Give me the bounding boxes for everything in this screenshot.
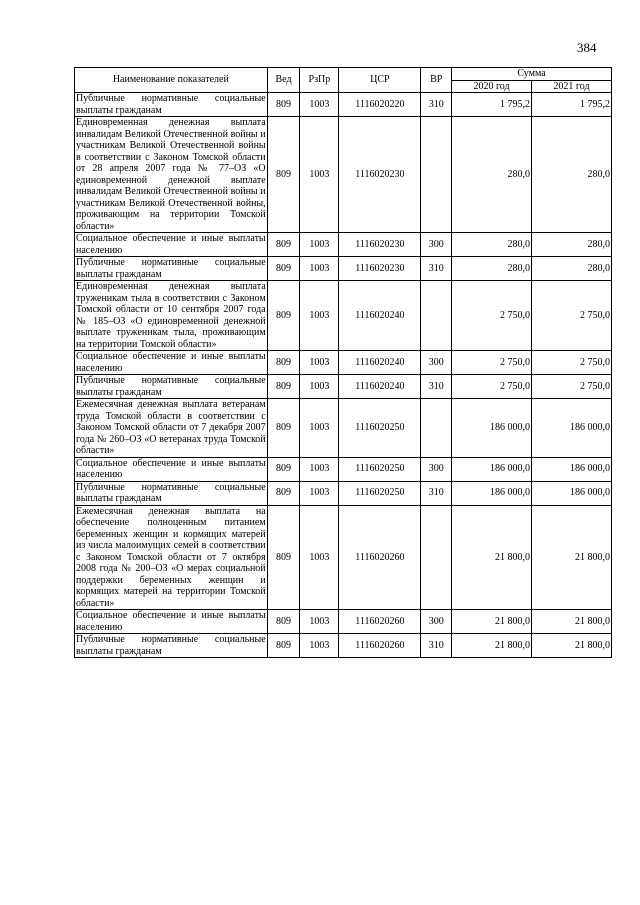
cell-sum-2021: 2 750,0	[532, 351, 612, 375]
cell-sum-2021: 280,0	[532, 117, 612, 233]
cell-sum-2020: 186 000,0	[452, 481, 532, 505]
cell-vr: 300	[421, 351, 452, 375]
cell-sum-2020: 2 750,0	[452, 281, 532, 351]
cell-sum-2021: 21 800,0	[532, 634, 612, 658]
cell-rzpr: 1003	[300, 351, 339, 375]
cell-vr: 310	[421, 375, 452, 399]
header-name: Наименование показателей	[75, 68, 268, 93]
cell-sum-2021: 2 750,0	[532, 375, 612, 399]
cell-sum-2021: 280,0	[532, 233, 612, 257]
cell-sum-2021: 186 000,0	[532, 481, 612, 505]
header-rzpr: РзПр	[300, 68, 339, 93]
table-body	[75, 93, 612, 658]
cell-ved: 809	[267, 505, 300, 610]
cell-rzpr: 1003	[300, 93, 339, 117]
cell-sum-2020: 280,0	[452, 233, 532, 257]
cell-ved: 809	[267, 610, 300, 634]
table-row	[75, 610, 612, 634]
cell-sum-2021: 21 800,0	[532, 505, 612, 610]
table-row	[75, 281, 612, 351]
table-header	[75, 68, 612, 93]
cell-name: Ежемесячная денежная выплата на обеспечение полноценным питанием беременных женщин и кормящих матерей из числа малоимущих семей в соответствии с Законом Томской области от 7 октября 2008 года № 200–ОЗ «О мерах социальной поддержки беременных женщин и кормящих матерей на территории Томской области»	[76, 505, 266, 609]
cell-vr: 300	[421, 457, 452, 481]
cell-sum-2020: 21 800,0	[452, 610, 532, 634]
cell-ved: 809	[267, 457, 300, 481]
cell-name: Социальное обеспечение и иные выплаты населению	[76, 610, 266, 633]
cell-rzpr: 1003	[300, 233, 339, 257]
cell-rzpr: 1003	[300, 281, 339, 351]
cell-ved: 809	[267, 281, 300, 351]
table-row	[75, 351, 612, 375]
cell-csr: 1116020250	[339, 399, 421, 458]
cell-ved: 809	[267, 375, 300, 399]
cell-ved: 809	[267, 351, 300, 375]
table-row	[75, 257, 612, 281]
cell-rzpr: 1003	[300, 375, 339, 399]
page-number: 384	[577, 40, 597, 55]
cell-rzpr: 1003	[300, 257, 339, 281]
cell-vr	[421, 281, 452, 351]
cell-sum-2020: 186 000,0	[452, 457, 532, 481]
cell-sum-2021: 2 750,0	[532, 281, 612, 351]
table-row	[75, 117, 612, 233]
table-row	[75, 457, 612, 481]
table-row	[75, 375, 612, 399]
table-row	[75, 399, 612, 458]
cell-ved: 809	[267, 257, 300, 281]
cell-name: Ежемесячная денежная выплата ветеранам труда Томской области в соответствии с Законом Томской области от 7 декабря 2007 года № 260–ОЗ «О ветеранах труда Томской области»	[76, 399, 266, 456]
cell-rzpr: 1003	[300, 481, 339, 505]
header-csr: ЦСР	[339, 68, 421, 93]
cell-vr	[421, 117, 452, 233]
cell-csr: 1116020230	[339, 117, 421, 233]
cell-csr: 1116020240	[339, 351, 421, 375]
cell-vr: 310	[421, 257, 452, 281]
cell-sum-2020: 21 800,0	[452, 634, 532, 658]
header-sum: Сумма	[452, 68, 612, 81]
table-row	[75, 481, 612, 505]
cell-vr: 310	[421, 481, 452, 505]
cell-ved: 809	[267, 481, 300, 505]
cell-rzpr: 1003	[300, 117, 339, 233]
cell-ved: 809	[267, 93, 300, 117]
table-row	[75, 233, 612, 257]
cell-vr	[421, 399, 452, 458]
cell-name: Публичные нормативные социальные выплаты гражданам	[76, 481, 266, 504]
cell-vr: 310	[421, 634, 452, 658]
cell-ved: 809	[267, 117, 300, 233]
cell-vr: 300	[421, 610, 452, 634]
cell-csr: 1116020250	[339, 481, 421, 505]
cell-name: Социальное обеспечение и иные выплаты населению	[76, 233, 266, 256]
cell-name: Единовременная денежная выплата труженикам тыла в соответствии с Законом Томской области от 10 сентября 2007 года № 185–ОЗ «О единовременной денежной выплате труженикам тыла, проживающим на территории Томской области»	[76, 281, 266, 350]
cell-rzpr: 1003	[300, 634, 339, 658]
cell-rzpr: 1003	[300, 505, 339, 610]
cell-rzpr: 1003	[300, 610, 339, 634]
table-row	[75, 505, 612, 610]
header-year-2020: 2020 год	[452, 80, 532, 93]
cell-ved: 809	[267, 634, 300, 658]
cell-sum-2021: 1 795,2	[532, 93, 612, 117]
cell-rzpr: 1003	[300, 399, 339, 458]
header-year-2021: 2021 год	[532, 80, 612, 93]
cell-sum-2020: 280,0	[452, 117, 532, 233]
cell-csr: 1116020230	[339, 233, 421, 257]
cell-sum-2021: 21 800,0	[532, 610, 612, 634]
cell-csr: 1116020230	[339, 257, 421, 281]
cell-sum-2020: 2 750,0	[452, 375, 532, 399]
cell-csr: 1116020260	[339, 505, 421, 610]
cell-sum-2020: 21 800,0	[452, 505, 532, 610]
cell-sum-2020: 280,0	[452, 257, 532, 281]
cell-csr: 1116020260	[339, 634, 421, 658]
cell-name: Единовременная денежная выплата инвалидам Великой Отечественной войны и участникам Великой Отечественной войны в соответствии с Законом Томской области от 28 апреля 2007 года № 77–ОЗ «О единовременной денежной выплате инвалидам Великой Отечественной войны и участникам Великой Отечественной войны, проживающим на территории Томской области»	[76, 117, 266, 232]
cell-vr	[421, 505, 452, 610]
cell-sum-2021: 186 000,0	[532, 399, 612, 458]
cell-csr: 1116020260	[339, 610, 421, 634]
cell-name: Социальное обеспечение и иные выплаты населению	[76, 457, 266, 480]
cell-csr: 1116020220	[339, 93, 421, 117]
cell-sum-2021: 280,0	[532, 257, 612, 281]
cell-sum-2020: 186 000,0	[452, 399, 532, 458]
header-vr: ВР	[421, 68, 452, 93]
cell-name: Публичные нормативные социальные выплаты гражданам	[76, 375, 266, 398]
cell-sum-2020: 2 750,0	[452, 351, 532, 375]
header-ved: Вед	[267, 68, 300, 93]
cell-vr: 310	[421, 93, 452, 117]
cell-vr: 300	[421, 233, 452, 257]
cell-name: Публичные нормативные социальные выплаты гражданам	[76, 93, 266, 116]
budget-table	[74, 67, 612, 658]
cell-csr: 1116020240	[339, 375, 421, 399]
table-row	[75, 93, 612, 117]
cell-ved: 809	[267, 399, 300, 458]
cell-rzpr: 1003	[300, 457, 339, 481]
cell-csr: 1116020240	[339, 281, 421, 351]
cell-sum-2021: 186 000,0	[532, 457, 612, 481]
cell-ved: 809	[267, 233, 300, 257]
cell-name: Публичные нормативные социальные выплаты гражданам	[76, 634, 266, 657]
cell-name: Публичные нормативные социальные выплаты гражданам	[76, 257, 266, 280]
cell-name: Социальное обеспечение и иные выплаты населению	[76, 351, 266, 374]
cell-sum-2020: 1 795,2	[452, 93, 532, 117]
table-row	[75, 634, 612, 658]
cell-csr: 1116020250	[339, 457, 421, 481]
